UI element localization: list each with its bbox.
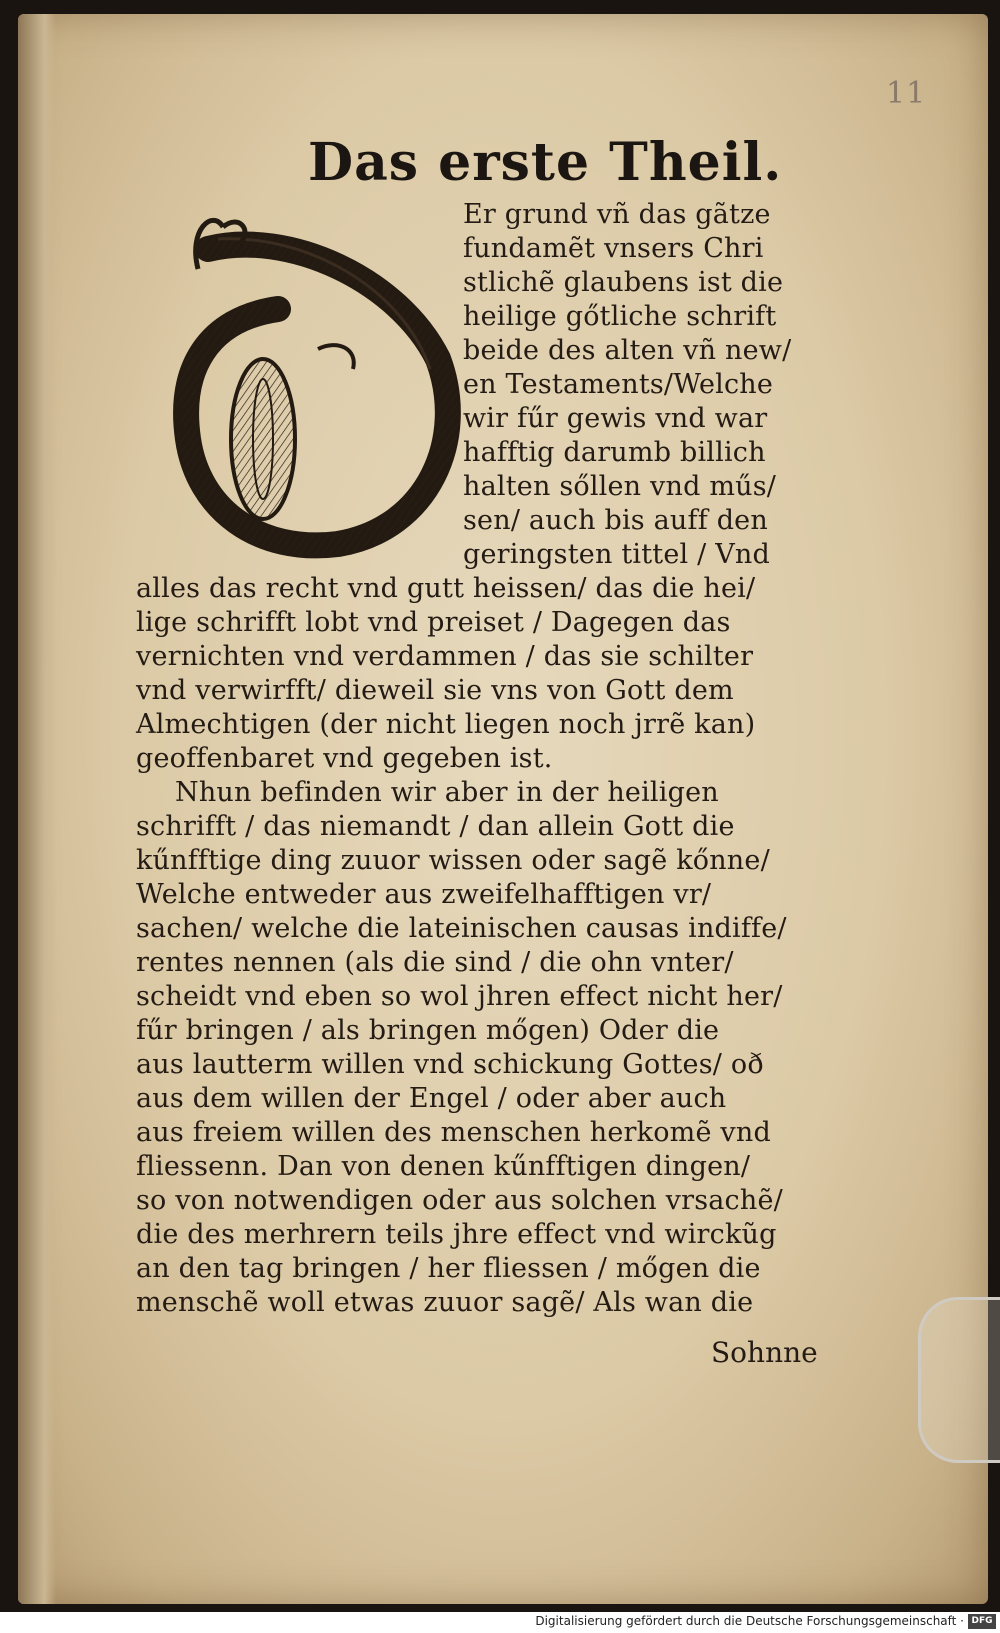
- text-line: Almechtigen (der nicht liegen noch jrrẽ kan): [136, 709, 756, 740]
- text-line: schrifft / das niemandt / dan allein Gott die: [136, 811, 735, 842]
- dfg-logo: DFG: [968, 1614, 996, 1629]
- text-line: stlichẽ glaubens ist die: [463, 267, 784, 298]
- text-line: halten sőllen vnd műs/: [463, 471, 777, 502]
- text-line: menschẽ woll etwas zuuor sagẽ/ Als wan die: [136, 1287, 754, 1318]
- text-line: hafftig darumb billich: [463, 437, 766, 468]
- footer-bar: [0, 1612, 1000, 1633]
- text-line: heilige gőtliche schrift: [463, 301, 777, 332]
- text-line: vnd verwirfft/ dieweil sie vns von Gott dem: [136, 675, 734, 706]
- text-line: scheidt vnd eben so wol jhren effect nicht her/: [136, 981, 783, 1012]
- text-line: Er grund vñ das gãtze: [463, 199, 771, 230]
- text-line: geoffenbaret vnd gegeben ist.: [136, 743, 553, 774]
- page-gutter: [18, 14, 56, 1604]
- text-line: beide des alten vñ new/: [463, 335, 792, 366]
- text-line: alles das recht vnd gutt heissen/ das die hei/: [136, 573, 756, 604]
- text-line: lige schrifft lobt vnd preiset / Dagegen das: [136, 607, 731, 638]
- text-line: die des merhrern teils jhre effect vnd wirckũg: [136, 1219, 777, 1250]
- page-tab-clip: [918, 1297, 1000, 1463]
- text-line: aus lautterm willen vnd schickung Gottes/ oð: [136, 1049, 764, 1080]
- footer-credit: Digitalisierung gefördert durch die Deutsche Forschungsgemeinschaft ·: [535, 1614, 964, 1628]
- text-line: sachen/ welche die lateinischen causas indiffe/: [136, 913, 787, 944]
- text-line: aus freiem willen des menschen herkomẽ vnd: [136, 1117, 771, 1148]
- text-line: fliessenn. Dan von denen kűnfftigen dingen/: [136, 1151, 751, 1182]
- text-line: Nhun befinden wir aber in der heiligen: [175, 777, 719, 808]
- text-line: fűr bringen / als bringen mőgen) Oder die: [136, 1015, 720, 1046]
- text-line: wir fűr gewis vnd war: [463, 403, 768, 434]
- text-line: fundamẽt vnsers Chri: [463, 233, 764, 264]
- catchword: Sohnne: [711, 1336, 818, 1369]
- text-line: so von notwendigen oder aus solchen vrsachẽ/: [136, 1185, 783, 1216]
- text-line: sen/ auch bis auff den: [463, 505, 768, 536]
- text-line: vernichten vnd verdammen / das sie schilter: [136, 641, 754, 672]
- text-line: Welche entweder aus zweifelhafftigen vr/: [136, 879, 712, 910]
- folio-number: 11: [886, 76, 927, 111]
- text-line: an den tag bringen / her fliessen / mőgen die: [136, 1253, 761, 1284]
- text-line: aus dem willen der Engel / oder aber auch: [136, 1083, 727, 1114]
- decorated-initial-d-icon: [168, 209, 468, 564]
- text-line: kűnfftige ding zuuor wissen oder sagẽ kőnne/: [136, 845, 770, 876]
- page-heading: Das erste Theil.: [308, 132, 783, 193]
- text-line: geringsten tittel / Vnd: [463, 539, 770, 570]
- text-line: rentes nennen (als die sind / die ohn vnter/: [136, 947, 734, 978]
- text-line: en Testaments/Welche: [463, 369, 774, 400]
